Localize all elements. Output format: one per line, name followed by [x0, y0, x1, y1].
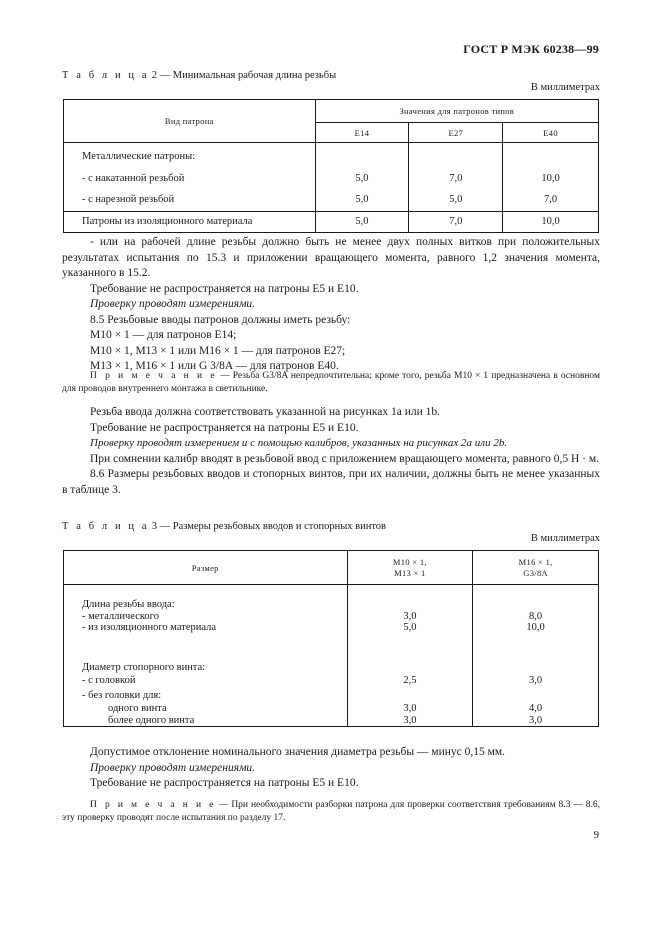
table2-metal-e27 [409, 143, 503, 212]
table-cell: 10,0 [503, 211, 599, 232]
table2-metal-labels [64, 143, 316, 212]
table-row-label: - без головки для: [82, 690, 162, 701]
table-cell: 5,0 [355, 194, 369, 205]
paragraph: Требование не распространяется на патроны E5 и E10. [90, 421, 359, 434]
paragraph: При сомнении калибр вводят в резьбовой ввод с приложением вращающего момента, равного 0,5 Н · м. [90, 452, 600, 465]
table3-col-m10-line1: M10 × 1, [392, 556, 427, 567]
table-row-label: Длина резьбы ввода: [82, 599, 175, 610]
section-8-6-continuation [62, 745, 600, 792]
paragraph: Проверку проводят измерением и с помощью калибров, указанных на рисунках 2а или 2b. [90, 437, 508, 449]
table-cell: 3,0 [529, 675, 543, 686]
table-row-label: - из изоляционного материала [82, 622, 217, 633]
table2 [63, 99, 599, 233]
table3-labels [64, 585, 348, 727]
paragraph: Требование не распространяется на патроны E5 и E10. [90, 777, 359, 789]
table-row-label: - с головкой [82, 675, 136, 686]
table-cell: 3,0 [403, 610, 417, 622]
table2-head-group: Значения для патронов типов [315, 100, 598, 123]
table-row-label: одного винта [108, 703, 167, 714]
table3-col-m10-line2: M13 × 1 [394, 567, 426, 578]
table-cell: 10,0 [541, 172, 560, 184]
paragraph: 8.5 Резьбовые вводы патронов должны иметь резьбу: [90, 313, 351, 326]
table-cell: 3,0 [403, 703, 417, 714]
document-header: ГОСТ Р МЭК 60238—99 [463, 42, 599, 56]
paragraph: M10 × 1 — для патронов E14; [90, 329, 237, 341]
table-cell: 5,0 [403, 622, 417, 633]
table-cell: 2,5 [403, 675, 417, 686]
paragraph: M13 × 1, M16 × 1 или G 3/8A — для патронов E40. [90, 360, 339, 372]
table-cell: 5,0 [449, 194, 463, 205]
table2-caption-word: Т а б л и ц а [62, 70, 150, 81]
section-8-5-continuation [62, 405, 600, 498]
table-row-label: более одного винта [108, 714, 195, 726]
table2-metal-e14 [315, 143, 409, 212]
table3-col-m16-line2: G3/8A [523, 567, 548, 578]
table2-units: В миллиметрах [530, 82, 600, 93]
table2-head-left: Вид патрона [64, 100, 316, 143]
table3-caption [62, 521, 386, 532]
table-row-label: Патроны из изоляционного материала [64, 211, 316, 232]
note-1 [62, 370, 600, 396]
page-number: 9 [593, 829, 599, 841]
table3-units: В миллиметрах [530, 533, 600, 544]
table3-col-m10 [347, 551, 473, 585]
table-row-label: Металлические патроны: [82, 151, 196, 162]
table3-caption-title: 3 — Размеры резьбовых вводов и стопорных винтов [149, 521, 387, 532]
table-cell: 7,0 [409, 211, 503, 232]
table-row-label: - с накатанной резьбой [82, 172, 185, 184]
table3-col-m16 [473, 551, 599, 585]
table2-caption-title: 2 — Минимальная рабочая длина резьбы [149, 70, 337, 81]
paragraph: M10 × 1, M13 × 1 или M16 × 1 — для патронов E27; [90, 344, 346, 357]
paragraph: Проверку проводят измерениями. [90, 761, 256, 774]
table2-col-e40: E40 [503, 123, 599, 143]
table3-values-m16 [473, 585, 599, 727]
note-1-text: — Резьба G3/8A непредпочтительна; кроме того, резьба M10 × 1 предназначена в основном для проводов внутреннего монтажа в светильнике. [62, 371, 601, 394]
note-2 [62, 799, 600, 825]
paragraph: Резьба ввода должна соответствовать указанной на рисунках 1а или 1b. [90, 406, 441, 418]
table-cell: 5,0 [315, 211, 409, 232]
paragraph: Требование не распространяется на патроны E5 и E10. [90, 282, 359, 295]
table-row-label: - с нарезной резьбой [82, 194, 175, 205]
paragraph: - или на рабочей длине резьбы должно быть не менее двух полных витков при положительных результатах испытания по 15.3 и приложении вращающего момента, равного 1,2 значения момента, указанного в 15.2. [62, 236, 600, 279]
table2-caption [62, 70, 336, 81]
table-cell: 10,0 [526, 622, 545, 633]
note-1-word: П р и м е ч а н и е [90, 371, 218, 381]
paragraph: Допустимое отклонение номинального значения диаметра резьбы — минус 0,15 мм. [90, 746, 506, 758]
section-8-4-continuation [62, 235, 600, 375]
table3-col-m16-line1: M16 × 1, [518, 556, 553, 567]
note-2-text: — При необходимости разборки патрона для проверки соответствия требованиям 8.3 — 8.6, эту проверку проводят после испытания по разделу 17. [62, 800, 601, 823]
table3-caption-word: Т а б л и ц а [62, 521, 150, 532]
table-cell: 7,0 [544, 194, 558, 205]
table-row-label: - металлического [82, 610, 159, 622]
table-cell: 5,0 [355, 172, 369, 184]
table-cell: 3,0 [403, 714, 417, 726]
table-cell: 7,0 [449, 172, 463, 184]
table-row-label: Диаметр стопорного винта: [82, 661, 206, 673]
table2-col-e27: E27 [409, 123, 503, 143]
paragraph: 8.6 Размеры резьбовых вводов и стопорных винтов, при их наличии, должны быть не менее указанных в таблице 3. [62, 468, 600, 496]
note-2-word: П р и м е ч а н и е [90, 800, 216, 810]
table2-metal-e40 [503, 143, 599, 212]
table2-col-e14: E14 [315, 123, 409, 143]
table-cell: 3,0 [529, 714, 543, 726]
table3 [63, 550, 599, 727]
table3-values-m10 [347, 585, 473, 727]
paragraph: Проверку проводят измерениями. [90, 298, 256, 310]
table-cell: 4,0 [529, 703, 543, 714]
table-cell: 8,0 [529, 610, 543, 622]
table3-head-left: Размер [64, 551, 348, 585]
